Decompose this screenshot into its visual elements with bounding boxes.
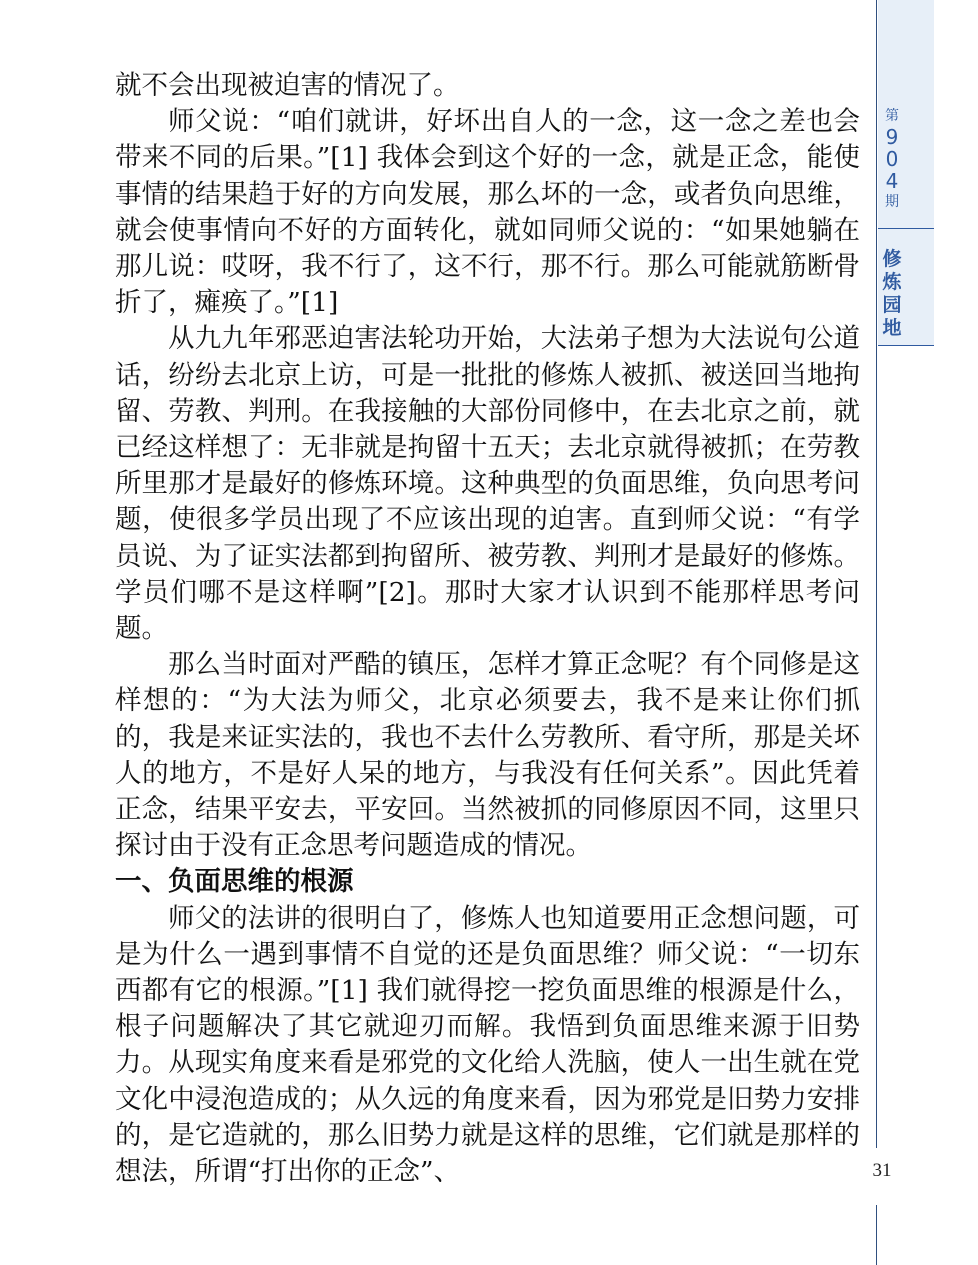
sidebar-bottom-border — [878, 345, 934, 346]
issue-digit: 9 — [885, 125, 899, 149]
issue-digit: 4 — [885, 169, 899, 193]
sidebar-divider — [878, 228, 934, 229]
paragraph-2: 师父说：“咱们就讲，好坏出自人的一念，这一念之差也会带来不同的后果。”[1] 我体会到这个好的一念，就是正念，能使事情的结果趋于好的方向发展，那么坏的一念，或者负向思维，就会使事情向不好的方面转化，就如同师父说的：“如果她躺在那儿说：哎呀，我不行了，这不行，那不行。那么可能就筋断骨折了，瘫痪了。”[1] — [115, 106, 860, 319]
paragraph-1: 就不会出现被迫害的情况了。 — [115, 70, 460, 101]
article-body — [115, 68, 860, 1190]
section-char: 园 — [882, 294, 902, 316]
issue-digit: 0 — [885, 147, 899, 171]
issue-suffix: 期 — [885, 194, 899, 210]
section-heading: 一、负面思维的根源 — [115, 866, 354, 898]
section-char: 修 — [882, 248, 902, 270]
issue-label — [878, 106, 906, 212]
section-char: 地 — [882, 317, 902, 339]
paragraph-3: 从九九年邪恶迫害法轮功开始，大法弟子想为大法说句公道话，纷纷去北京上访，可是一批批的修炼人被抓、被送回当地拘留、劳教、判刑。在我接触的大部份同修中，在去北京之前，就已经这样想了：无非就是拘留十五天；去北京就得被抓；在劳教所里那才是最好的修炼环境。这种典型的负面思维，负向思考问题，使很多学员出现了不应该出现的迫害。直到师父说：“有学员说、为了证实法都到拘留所、被劳教、判刑才是最好的修炼。学员们哪不是这样啊”[2]。那时大家才认识到不能那样思考问题。 — [115, 323, 860, 645]
section-title — [878, 248, 906, 340]
issue-prefix: 第 — [885, 108, 899, 124]
page-number: 31 — [872, 1160, 892, 1181]
paragraph-5: 师父的法讲的很明白了，修炼人也知道要用正念想问题，可是为什么一遇到事情不自觉的还是负面思维？师父说：“一切东西都有它的根源。”[1] 我们就得挖一挖负面思维的根源是什么，根子问题解决了其它就迎刃而解。我悟到负面思维来源于旧势力。从现实角度来看是邪党的文化给人洗脑，使人一出生就在党文化中浸泡造成的；从久远的角度来看，因为邪党是旧势力安排的，是它造就的，那么旧势力就是这样的思维，它们就是那样的想法，所谓“打出你的正念”、 — [115, 902, 860, 1188]
paragraph-4: 那么当时面对严酷的镇压，怎样才算正念呢？有个同修是这样想的：“为大法为师父，北京必须要去，我不是来让你们抓的，我是来证实法的，我也不去什么劳教所、看守所，那是关坏人的地方，不是好人呆的地方，与我没有任何关系”。因此凭着正念，结果平安去，平安回。当然被抓的同修原因不同，这里只探讨由于没有正念思考问题造成的情况。 — [115, 649, 860, 862]
vertical-rule-bottom — [876, 1205, 877, 1265]
section-char: 炼 — [882, 271, 902, 293]
vertical-rule-top — [876, 0, 877, 1148]
